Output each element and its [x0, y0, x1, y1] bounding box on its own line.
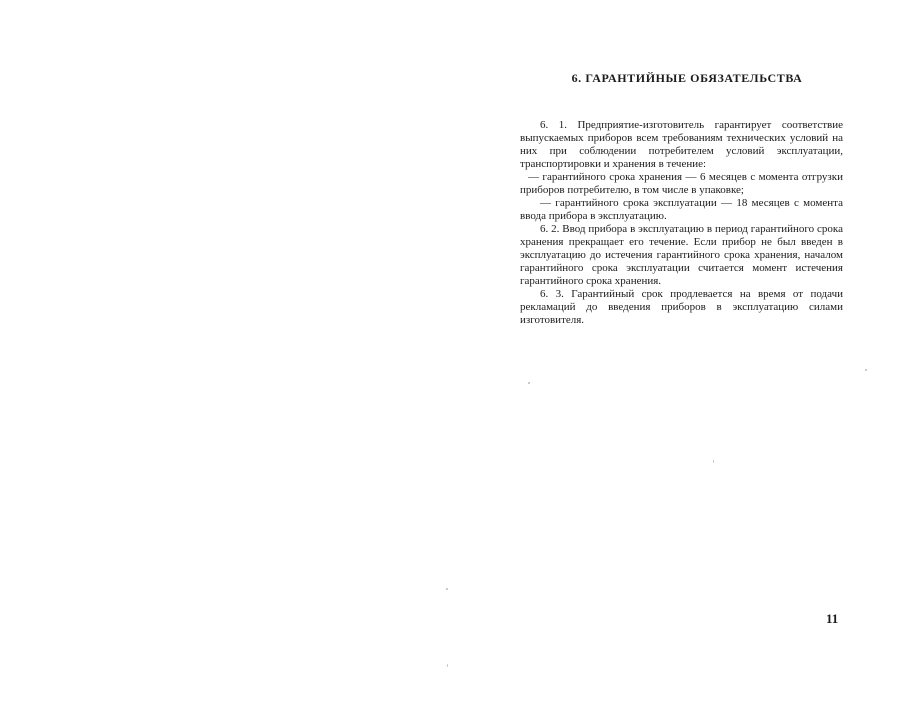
- body-text: [520, 119, 843, 327]
- section-heading: 6. ГАРАНТИЙНЫЕ ОБЯЗАТЕЛЬСТВА: [571, 71, 803, 85]
- paragraph-6-2: 6. 2. Ввод прибора в эксплуатацию в период гарантийного срока хранения прекращает его течение. Если прибор не был введен в эксплуатацию до истечения гарантийного срока хранения, началом гарантийного срока эксплуатации считается момент истечения гарантийного срока хранения.: [520, 223, 843, 287]
- scan-speck: [447, 664, 448, 667]
- scan-speck: [713, 460, 714, 463]
- paragraph-operation-term: — гарантийного срока эксплуатации — 18 месяцев с момента ввода прибора в эксплуатацию.: [520, 197, 843, 222]
- scan-speck: [446, 588, 448, 590]
- page-number: 11: [826, 611, 839, 626]
- right-page: [450, 0, 900, 701]
- paragraph-6-1: 6. 1. Предприятие-изготовитель гарантирует соответствие выпускаемых приборов всем требованиям технических условий на них при соблюдении потребителем условий эксплуатации, транспортировки и хранения в течение:: [520, 119, 843, 170]
- paragraph-storage-term: — гарантийного срока хранения — 6 месяцев с момента отгрузки приборов потребителю, в том числе в упаковке;: [520, 171, 843, 196]
- scan-speck: [865, 369, 867, 371]
- scan-speck: [528, 382, 530, 384]
- paragraph-6-3: 6. 3. Гарантийный срок продлевается на время от подачи рекламаций до введения приборов в эксплуатацию силами изготовителя.: [520, 288, 843, 326]
